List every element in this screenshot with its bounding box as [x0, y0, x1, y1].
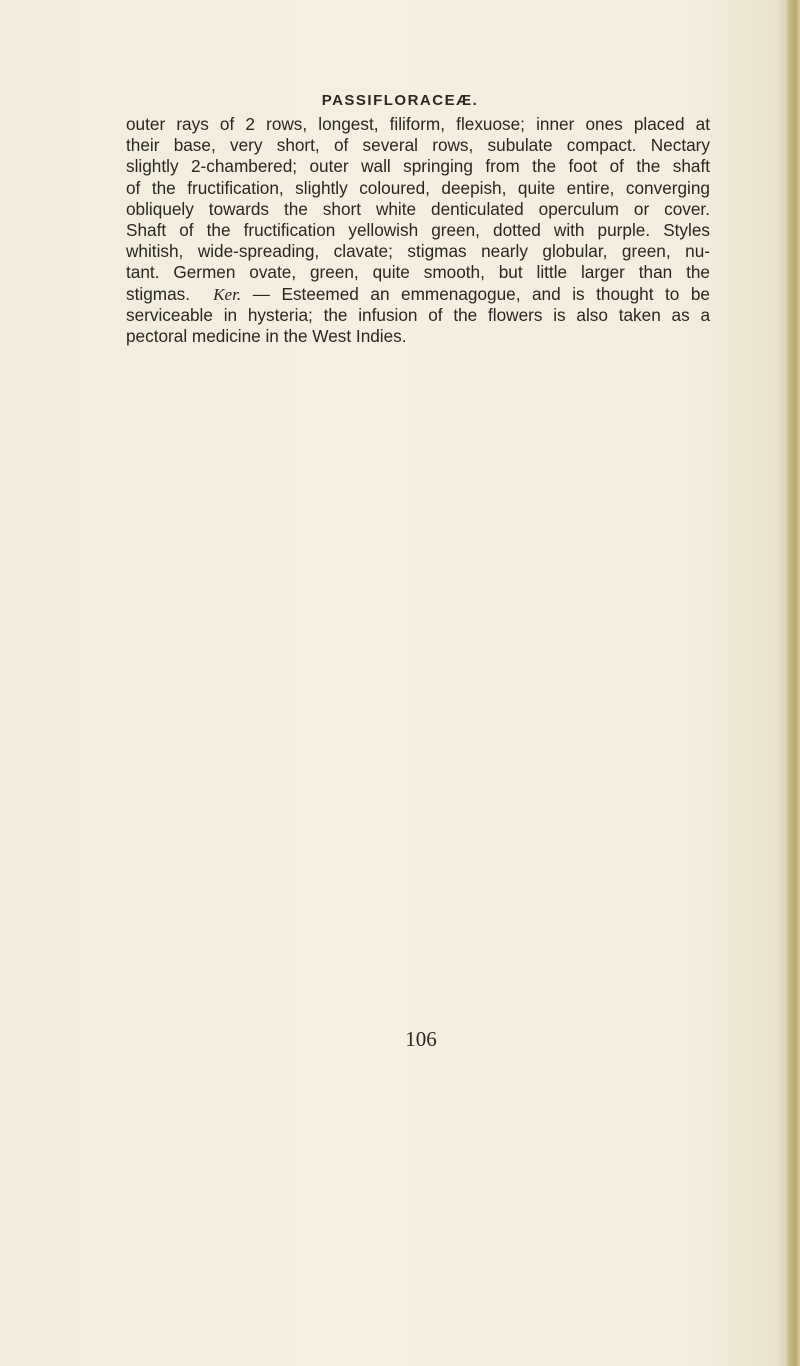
page-edge-shadow — [774, 0, 784, 1366]
text-line: outer rays of 2 rows, longest, filiform, flexuose; inner ones placed at — [126, 114, 710, 134]
running-head: PASSIFLORACEÆ. — [321, 92, 479, 109]
text-line: whitish, wide-spreading, clavate; stigmas nearly globular, green, nu- — [126, 241, 710, 262]
page-edge — [784, 0, 800, 1366]
text-line: of the fructification, slightly coloured, deepish, quite entire, converging — [126, 177, 710, 198]
line-start: stigmas. — [126, 283, 190, 304]
author-citation: Ker. — [213, 284, 242, 304]
text-line: tant. Germen ovate, green, quite smooth, but little larger than the — [126, 262, 710, 283]
text-line: obliquely towards the short white denticulated operculum or cover. — [126, 198, 710, 219]
page-number: 106 — [405, 1027, 437, 1051]
text-line: pectoral medicine in the West Indies. — [126, 325, 407, 346]
text-line — [126, 284, 710, 305]
body-paragraph — [126, 114, 710, 347]
text-line: slightly 2-chambered; outer wall springing from the foot of the shaft — [126, 156, 710, 177]
line-rest: — Esteemed an emmenagogue, and is thought to be — [252, 283, 710, 304]
text-line: serviceable in hysteria; the infusion of the flowers is also taken as a — [126, 304, 710, 325]
text-line: Shaft of the fructification yellowish green, dotted with purple. Styles — [126, 219, 710, 240]
text-line: their base, very short, of several rows, subulate compact. Nectary — [126, 135, 710, 156]
